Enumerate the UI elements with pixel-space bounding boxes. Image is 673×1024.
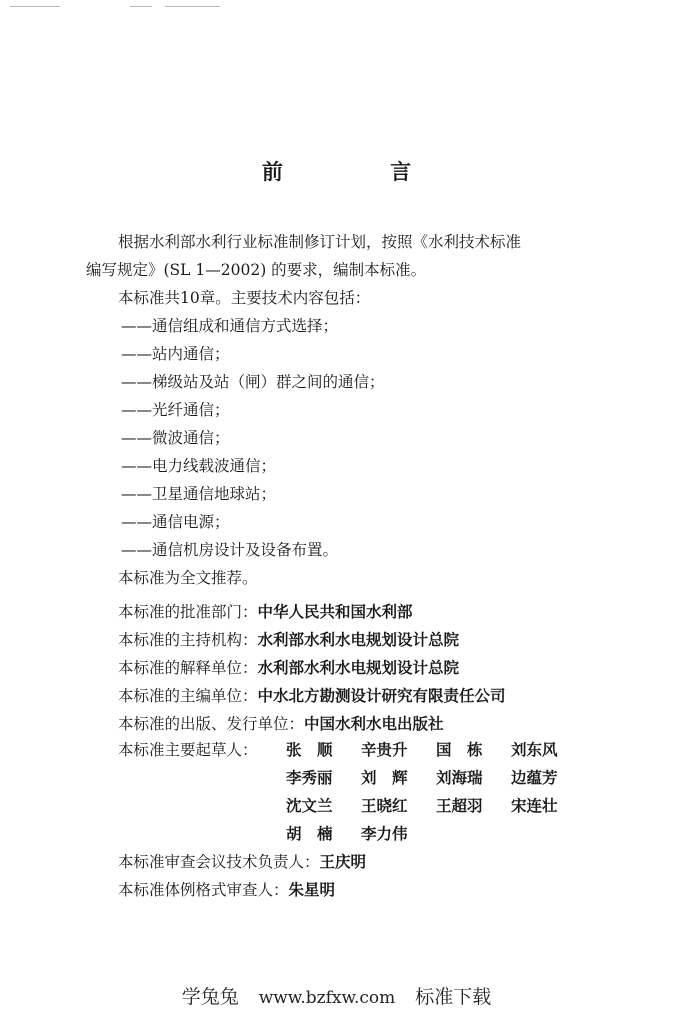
content-item: ——卫星通信地球站； [121,485,277,503]
watermark-footer [0,982,673,1009]
unit-label: 本标准的出版、发行单位： [118,715,305,733]
content-item: ——梯级站及站（闸）群之间的通信； [121,373,385,391]
drafter-name: 国 栋 [436,741,483,759]
drafters-row [286,740,586,768]
unit-value: 中华人民共和国水利部 [257,603,413,621]
scan-artifact-line [10,6,60,7]
page-title: 前 言 [261,160,462,184]
drafter-name: 王超羽 [436,797,483,815]
reviewer-label: 本标准审查会议技术负责人： [118,853,320,871]
chapters-summary: 本标准共10章。主要技术内容包括： [118,289,371,307]
drafters-row [286,796,586,824]
drafter-name: 边蕴芳 [511,769,558,787]
footer-tagline: 标准下载 [415,986,492,1008]
unit-row [118,686,506,706]
intro-paragraph-line: 根据水利部水利行业标准制修订计划，按照《水利技术标准 [118,233,522,251]
footer-brand: 学兔兔 [181,986,239,1008]
unit-value: 水利部水利水电规划设计总院 [257,659,460,677]
drafter-name: 沈文兰 [286,797,333,815]
unit-value: 中国水利水电出版社 [304,715,444,733]
drafter-name: 李力伟 [361,825,408,843]
unit-row [118,602,413,622]
reviewer-row [118,852,366,872]
drafter-name: 刘海瑞 [436,769,483,787]
reviewer-row [118,880,335,900]
drafter-name: 王晓红 [361,797,408,815]
content-item: ——光纤通信； [121,401,230,419]
content-item: ——通信组成和通信方式选择； [121,317,339,335]
drafter-name: 刘东风 [511,741,558,759]
footer-url[interactable]: www.bzfxw.com [258,988,396,1008]
unit-label: 本标准的解释单位： [118,659,258,677]
reviewer-value: 朱星明 [288,881,336,899]
scan-artifact-line [130,6,152,7]
drafters-label: 本标准主要起草人： [118,741,258,759]
drafter-name: 宋连壮 [511,797,558,815]
content-item: ——通信机房设计及设备布置。 [121,541,339,559]
intro-paragraph-line: 编写规定》(SL 1—2002) 的要求，编制本标准。 [86,261,427,279]
drafter-name: 张 顺 [286,741,333,759]
scan-artifact-line [165,6,220,7]
reviewer-value: 王庆明 [319,853,367,871]
unit-label: 本标准的主持机构： [118,631,258,649]
drafter-name: 辛贵升 [361,741,408,759]
content-item: ——电力线载波通信； [121,457,277,475]
drafter-name: 李秀丽 [286,769,333,787]
drafter-name: 刘 辉 [361,769,408,787]
content-item: ——微波通信； [121,429,230,447]
unit-value: 水利部水利水电规划设计总院 [257,631,460,649]
reviewer-label: 本标准体例格式审查人： [118,881,289,899]
unit-row [118,658,459,678]
content-item: ——站内通信； [121,345,230,363]
drafters-row [286,824,586,852]
unit-row [118,714,444,734]
drafters-list [286,740,586,852]
unit-label: 本标准的批准部门： [118,603,258,621]
drafter-name: 胡 楠 [286,825,333,843]
unit-value: 中水北方勘测设计研究有限责任公司 [257,687,506,705]
unit-label: 本标准的主编单位： [118,687,258,705]
recommendation-note: 本标准为全文推荐。 [118,569,258,587]
content-item: ——通信电源； [121,513,230,531]
unit-row [118,630,459,650]
drafters-row [286,768,586,796]
